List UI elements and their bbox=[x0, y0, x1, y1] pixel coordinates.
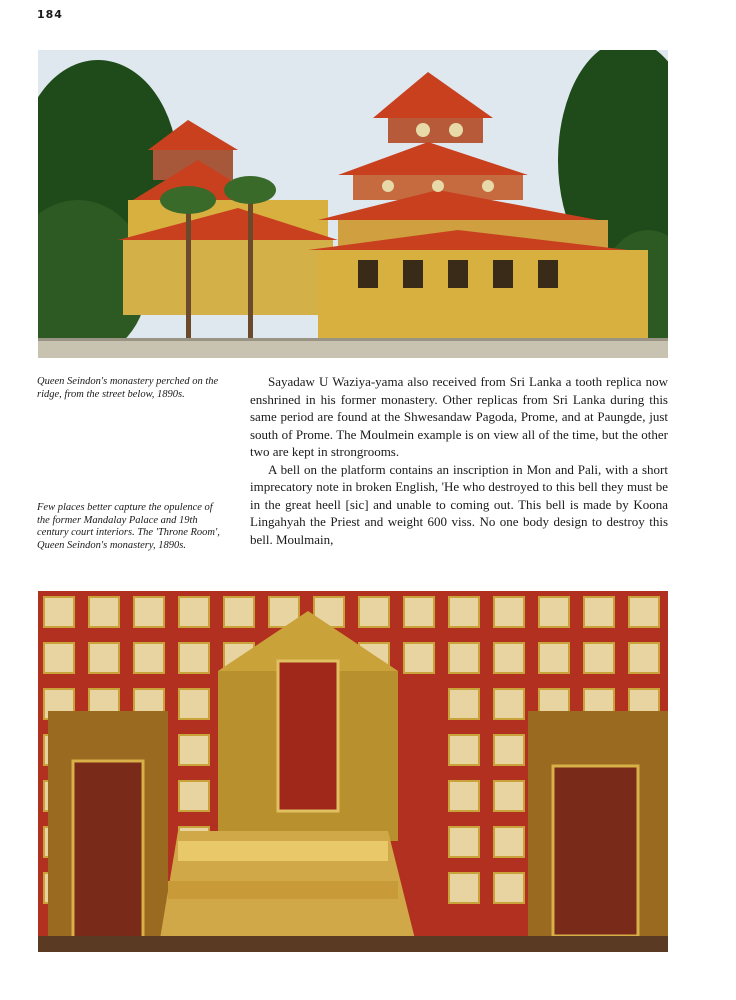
caption-throne-room: Few places better capture the opulence of the former Mandalay Palace and 19th century court interiors. The 'Throne Room', Queen Seindon's monastery, 1890s. bbox=[37, 502, 220, 551]
wall-panel bbox=[494, 781, 524, 811]
wall-panel bbox=[179, 597, 209, 627]
wall-panel bbox=[89, 643, 119, 673]
wall-panel bbox=[179, 643, 209, 673]
wall-panel bbox=[89, 597, 119, 627]
wall-panel bbox=[494, 597, 524, 627]
wall-panel bbox=[449, 735, 479, 765]
wall-panel bbox=[359, 597, 389, 627]
wall-panel bbox=[224, 597, 254, 627]
wall-panel bbox=[404, 643, 434, 673]
paragraph: A bell on the platform contains an inscription in Mon and Pali, with a short imprecatory note in broken English, 'He who destroyed to this bell they must be in the great heell [sic] and unable to coming out. This bell is made by Koona Lingahyah the Priest and weight 600 viss. No one body design to destroy this bell. Moulmain, bbox=[250, 461, 668, 547]
wall-panel bbox=[494, 827, 524, 857]
wall-panel bbox=[134, 643, 164, 673]
wall-panel bbox=[494, 643, 524, 673]
wall-panel bbox=[449, 827, 479, 857]
wall-panel bbox=[494, 873, 524, 903]
monastery-exterior-photo bbox=[38, 50, 668, 358]
wall-panel bbox=[449, 781, 479, 811]
page-number: 184 bbox=[37, 8, 63, 21]
wall-panel bbox=[179, 781, 209, 811]
wall-panel bbox=[629, 643, 659, 673]
wall-panel bbox=[134, 597, 164, 627]
wall-panel bbox=[494, 735, 524, 765]
wall-panel bbox=[179, 735, 209, 765]
body-text bbox=[250, 373, 668, 548]
wall-panel bbox=[404, 597, 434, 627]
wall-panel bbox=[539, 597, 569, 627]
wall-panel bbox=[449, 689, 479, 719]
wall-panel bbox=[539, 643, 569, 673]
wall-panel bbox=[584, 597, 614, 627]
throne-room-photo bbox=[38, 591, 668, 952]
wall-panel bbox=[494, 689, 524, 719]
caption-monastery: Queen Seindon's monastery perched on the ridge, from the street below, 1890s. bbox=[37, 376, 219, 400]
wall-panel bbox=[629, 597, 659, 627]
wall-panel bbox=[44, 643, 74, 673]
wall-panel bbox=[179, 689, 209, 719]
wall-panel bbox=[44, 597, 74, 627]
wall-panel bbox=[449, 873, 479, 903]
paragraph: Sayadaw U Waziya-yama also received from Sri Lanka a tooth replica now enshrined in his former monastery. Other replicas from Sri Lanka during this same period are found at the Shwesandaw Pagoda, Prome, and at Paungde, just south of Prome. The Moulmein example is on view all of the time, but the other two are kept in strongrooms. bbox=[250, 374, 668, 459]
wall-panel bbox=[449, 643, 479, 673]
wall-panel bbox=[584, 643, 614, 673]
wall-panel bbox=[449, 597, 479, 627]
